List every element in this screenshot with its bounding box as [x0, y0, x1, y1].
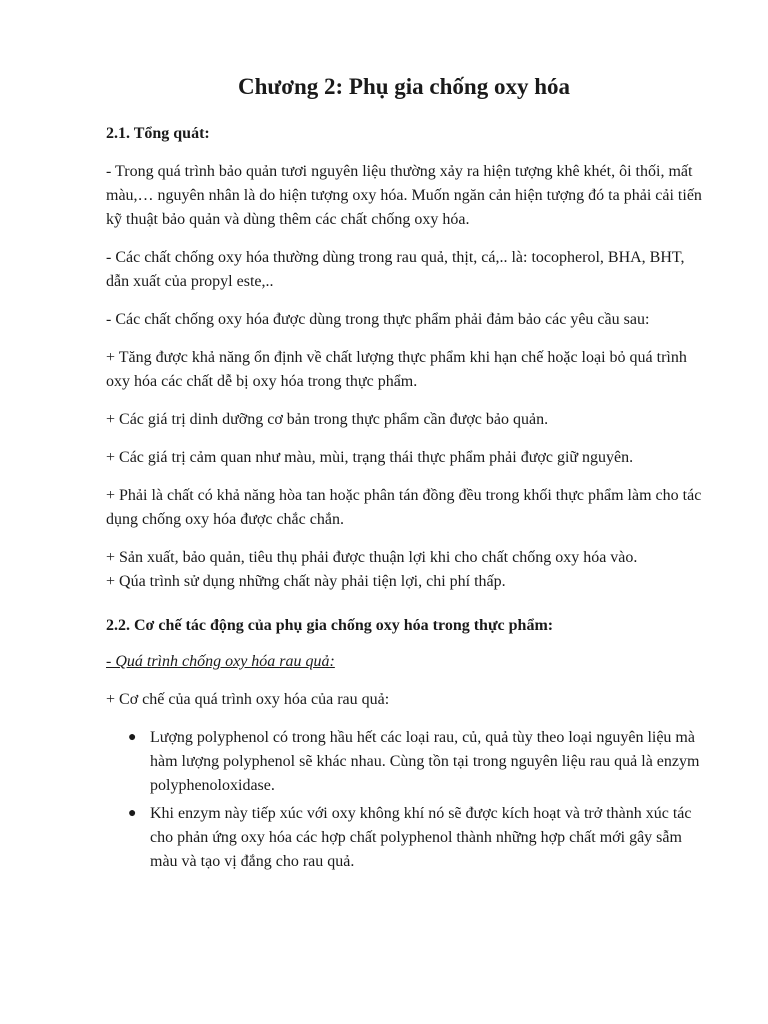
bullet-list	[106, 726, 702, 874]
paragraph: + Sản xuất, bảo quản, tiêu thụ phải được thuận lợi khi cho chất chống oxy hóa vào.	[106, 549, 638, 566]
section-heading-mechanism: 2.2. Cơ chế tác động của phụ gia chống oxy hóa trong thực phẩm:	[106, 617, 554, 634]
paragraph: + Các giá trị cảm quan như màu, mùi, trạng thái thực phẩm phải được giữ nguyên.	[106, 449, 634, 466]
paragraph: + Các giá trị dinh dưỡng cơ bản trong thực phẩm cần được bảo quản.	[106, 411, 549, 428]
list-item	[128, 802, 702, 874]
paragraph: - Các chất chống oxy hóa thường dùng trong rau quả, thịt, cá,.. là: tocopherol, BHA, BHT, dẫn xuất của propyl este,..	[106, 249, 685, 290]
list-item-text: Khi enzym này tiếp xúc với oxy không khí nó sẽ được kích hoạt và trở thành xúc tác cho phản ứng oxy hóa các hợp chất polyphenol thành những hợp chất mới gây sẫm màu và tạo vị đắng cho rau quả.	[150, 805, 692, 870]
paragraph: - Các chất chống oxy hóa được dùng trong thực phẩm phải đảm bảo các yêu cầu sau:	[106, 311, 650, 328]
subheading: - Quá trình chống oxy hóa rau quả:	[106, 653, 335, 670]
paragraph: - Trong quá trình bảo quản tươi nguyên liệu thường xảy ra hiện tượng khê khét, ôi thối, mất màu,… nguyên nhân là do hiện tượng oxy hóa. Muốn ngăn cản hiện tượng đó ta phải cải tiến kỹ thuật bảo quản và dùng thêm các chất chống oxy hóa.	[106, 163, 702, 228]
bullet-icon: ●	[128, 806, 137, 821]
bullet-icon: ●	[128, 730, 137, 745]
section-heading-overview: 2.1. Tổng quát:	[106, 125, 210, 142]
list-item-text: Lượng polyphenol có trong hầu hết các loại rau, củ, quả tùy theo loại nguyên liệu mà hàm lượng polyphenol sẽ khác nhau. Cùng tồn tại trong nguyên liệu rau quả là enzym polyphenoloxidase.	[150, 729, 700, 794]
paragraph: + Qúa trình sử dụng những chất này phải tiện lợi, chi phí thấp.	[106, 573, 506, 590]
paragraph: + Tăng được khả năng ổn định về chất lượng thực phẩm khi hạn chế hoặc loại bỏ quá trình oxy hóa các chất dễ bị oxy hóa trong thực phẩm.	[106, 349, 687, 390]
list-item	[128, 726, 702, 798]
page-title: Chương 2: Phụ gia chống oxy hóa	[238, 74, 570, 99]
paragraph: + Phải là chất có khả năng hòa tan hoặc phân tán đồng đều trong khối thực phẩm làm cho tác dụng chống oxy hóa được chắc chắn.	[106, 487, 702, 528]
paragraph: + Cơ chế của quá trình oxy hóa của rau quả:	[106, 691, 390, 708]
